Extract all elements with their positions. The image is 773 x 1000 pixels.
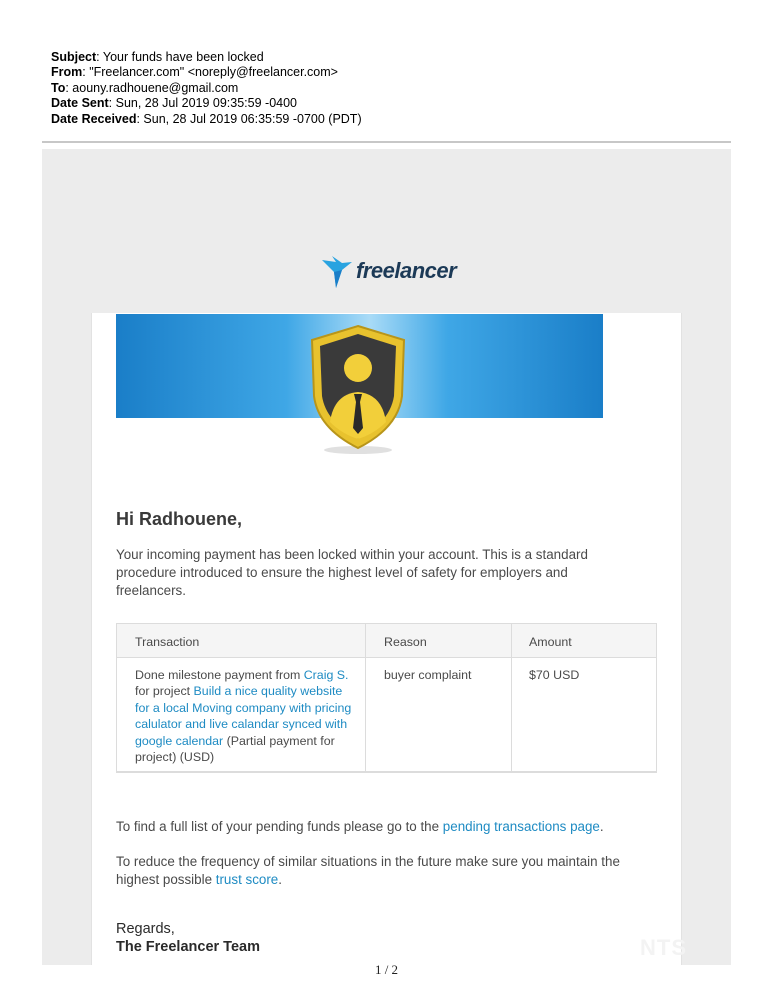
header-amount: Amount <box>529 635 572 649</box>
reason-cell: buyer complaint <box>384 668 472 682</box>
employer-link[interactable]: Craig S. <box>303 668 349 682</box>
trust-score-link[interactable]: trust score <box>215 872 279 887</box>
column-divider <box>511 624 512 772</box>
date-sent-line: Date Sent: Sun, 28 Jul 2019 09:35:59 -0400 <box>51 96 297 111</box>
page-number: 1 / 2 <box>374 962 399 977</box>
freelancer-bird-icon <box>322 254 352 288</box>
column-divider <box>365 624 366 772</box>
trust-paragraph: To reduce the frequency of similar situations in the future make sure you maintain the highest possible trust score. <box>116 854 620 887</box>
from-line: From: "Freelancer.com" <noreply@freelancer.com> <box>51 65 338 80</box>
project-link[interactable]: Build a nice quality website for a local Moving company with pricing calulator and live calandar synced with google calendar <box>135 684 352 748</box>
greeting: Hi Radhouene, <box>116 509 243 529</box>
subject-line: Subject: Your funds have been locked <box>51 50 264 64</box>
intro-paragraph: Your incoming payment has been locked within your account. This is a standard procedure introduced to ensure the highest level of safety for employers and freelancers. <box>116 547 588 598</box>
email-headers <box>51 50 362 127</box>
to-line: To: aouny.radhouene@gmail.com <box>51 80 239 95</box>
amount-cell: $70 USD <box>529 668 580 682</box>
freelancer-logo[interactable] <box>322 254 456 288</box>
freelancer-wordmark: freelancer <box>356 258 457 283</box>
header-transaction: Transaction <box>135 635 200 649</box>
pending-paragraph: To find a full list of your pending funds please go to the pending transactions page. <box>116 819 604 834</box>
date-received-line: Date Received: Sun, 28 Jul 2019 06:35:59 -0700 (PDT) <box>51 111 362 126</box>
transaction-cell: Done milestone payment from Craig S. for project Build a nice quality website for a local Moving company with pricing calulator and live calandar synced with google calendar (Partial payment for project) (USD) <box>135 668 352 765</box>
shield-avatar-icon <box>308 324 408 454</box>
regards-text: Regards, <box>116 921 175 937</box>
team-signature: The Freelancer Team <box>116 939 260 955</box>
transaction-table <box>116 623 657 773</box>
header-divider <box>42 141 731 143</box>
watermark: NTS <box>640 935 687 960</box>
pending-transactions-link[interactable]: pending transactions page <box>442 819 600 834</box>
header-reason: Reason <box>384 635 427 649</box>
